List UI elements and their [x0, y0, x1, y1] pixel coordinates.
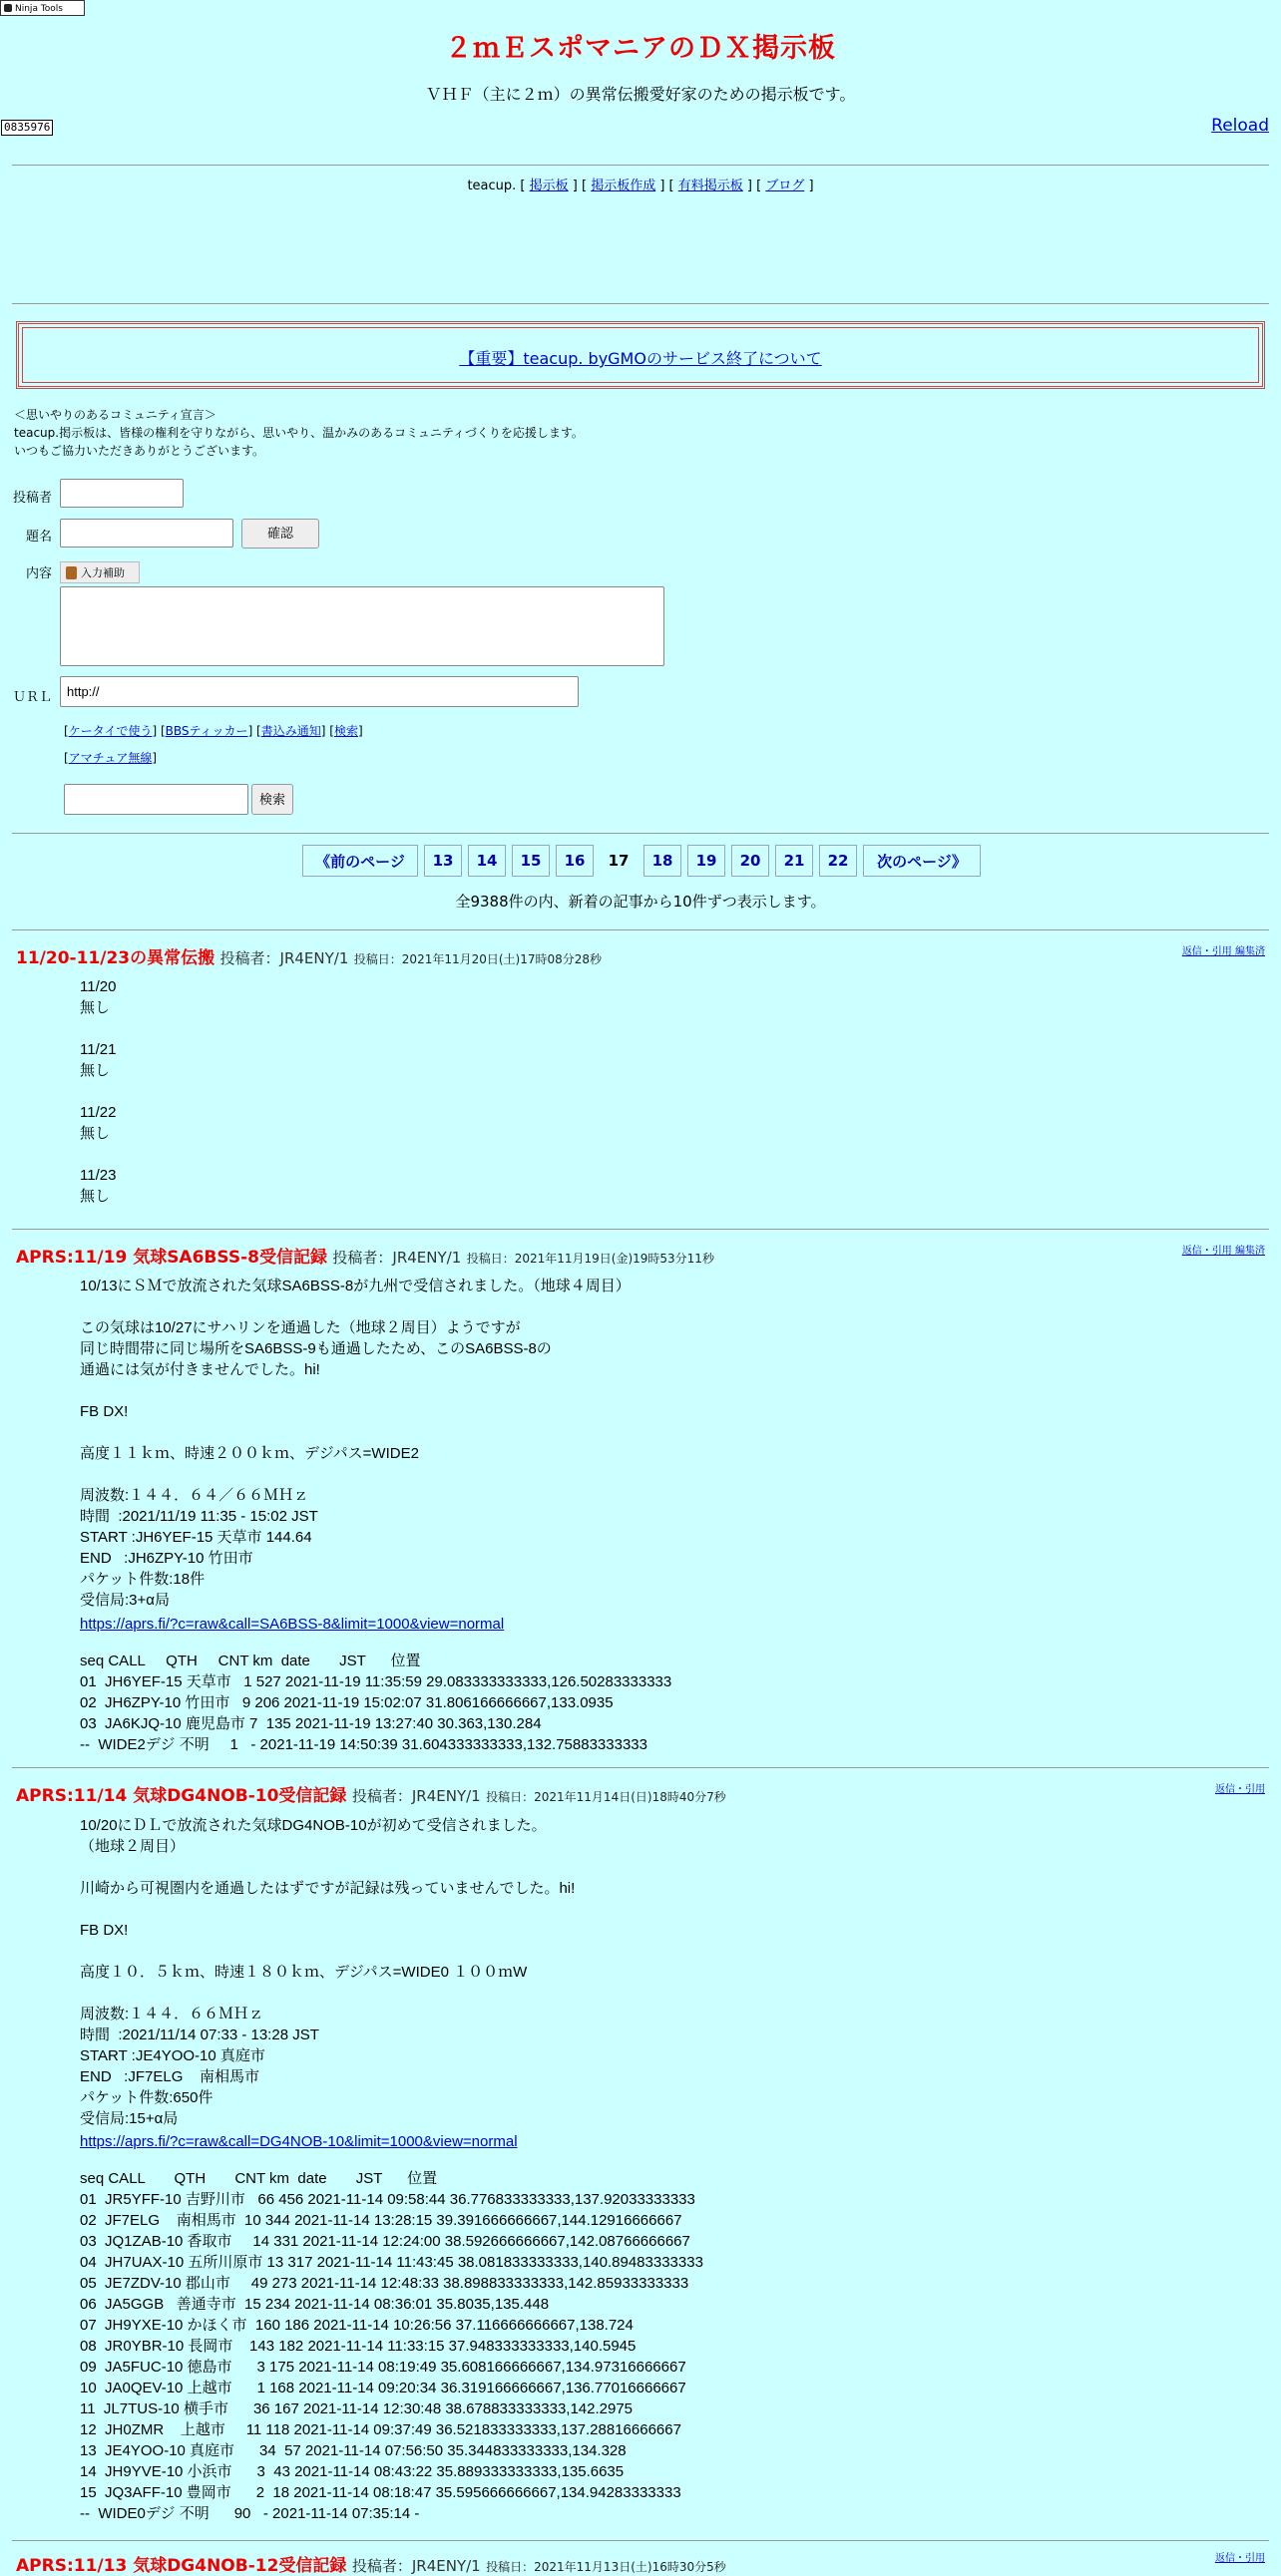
menu-link-paid-bbs[interactable]: 有料掲示板: [677, 179, 743, 193]
confirm-button[interactable]: 確認: [241, 519, 319, 549]
page-button[interactable]: 14: [468, 845, 506, 877]
post-date: 投稿日：2021年11月19日(金)19時53分11秒: [466, 1252, 714, 1266]
page-subtitle: ＶＨＦ（主に２ｍ）の異常伝搬愛好家のための掲示板です。: [425, 85, 856, 104]
author-label: 投稿者：: [351, 2557, 412, 2575]
author-label: 投稿者：: [219, 949, 280, 967]
category-ham-radio-link[interactable]: アマチュア無線: [68, 751, 153, 765]
divider: [12, 303, 1269, 304]
declaration-heading: ＜思いやりのあるコミュニティ宣言＞: [14, 408, 216, 422]
page-button[interactable]: 15: [512, 845, 550, 877]
post-tools: [1182, 942, 1265, 957]
divider: [12, 833, 1269, 834]
page-button[interactable]: 19: [687, 845, 725, 877]
post-notify-link[interactable]: 書込み通知: [260, 724, 321, 738]
post-date: 投稿日：2021年11月20日(土)17時08分28秒: [353, 952, 603, 966]
subject-label: 題名: [26, 530, 53, 545]
post-header: [16, 2551, 726, 2576]
post-title: APRS:11/19 気球SA6BSS-8受信記録: [16, 1248, 327, 1268]
ninja-tools-badge[interactable]: Ninja Tools: [0, 0, 85, 16]
url-label: ＵＲＬ: [13, 690, 53, 705]
divider: [12, 1767, 1269, 1768]
category-links: [アマチュア無線]: [64, 751, 158, 765]
post-body: 10/13にＳＭで放流された気球SA6BSS-8が九州で受信されました。（地球４周目） この気球は10/27にサハリンを通過した（地球２周目）ようですが 同じ時間帯に同じ場所をSA6BSS-9も通過したため、このSA6BSS-8の 通過には気が付きませんでした。hi! FB DX! 高度１１ｋｍ、時速２００ｋｍ、デジパス=WIDE2 周波数:１４４．６４／６６ＭＨｚ 時間 :2021/11/19 11:35 - 15:02 JST START :JH6YEF-15 天草市 144.64 END :JH6ZPY-10 竹田市 パケット件数:18件 受信局:3+α局: [80, 1278, 631, 1609]
menu-prefix: teacup.: [467, 179, 517, 193]
bbs-ticker-link[interactable]: BBSティッカー: [165, 724, 248, 738]
service-end-notice-link[interactable]: 【重要】teacup. byGMOのサービス終了について: [459, 349, 822, 368]
post-date: 投稿日：2021年11月13日(土)16時30分5秒: [486, 2560, 726, 2574]
divider: [12, 929, 1269, 930]
search-link[interactable]: 検索: [333, 724, 358, 738]
access-counter: 0835976: [1, 120, 53, 136]
divider: [12, 165, 1269, 166]
mobile-link[interactable]: ケータイで使う: [68, 724, 153, 738]
search-button[interactable]: 検索: [251, 784, 293, 815]
post-author: JR4ENY/1: [392, 1249, 462, 1267]
post-header: [16, 943, 602, 968]
page-button[interactable]: 18: [643, 845, 681, 877]
community-declaration: [14, 406, 584, 460]
post-header: [16, 1243, 714, 1268]
menu-link-create-bbs[interactable]: 掲示板作成: [591, 179, 656, 193]
post-body: 11/20 無し 11/21 無し 11/22 無し 11/23 無し: [80, 978, 117, 1205]
author-input[interactable]: [60, 479, 184, 508]
body-label: 内容: [26, 566, 53, 581]
next-page-button[interactable]: 次のページ》: [863, 845, 981, 877]
post-date: 投稿日：2021年11月14日(日)18時40分7秒: [486, 1790, 726, 1804]
author-label: 投稿者: [13, 491, 53, 506]
divider: [12, 1229, 1269, 1230]
post-author: JR4ENY/1: [279, 949, 349, 967]
input-assist-button[interactable]: 入力補助: [60, 561, 140, 583]
form-links: [ケータイで使う] [BBSティッカー] [書込み通知] [検索]: [64, 724, 363, 738]
post-tools: [1215, 1780, 1265, 1795]
reply-quote-link[interactable]: 返信・引用: [1215, 1784, 1265, 1795]
subject-input[interactable]: [60, 519, 233, 548]
search-input[interactable]: [64, 784, 248, 815]
post-header: [16, 1781, 726, 1806]
page-button[interactable]: 22: [819, 845, 857, 877]
reload-link[interactable]: Reload: [1211, 116, 1269, 136]
reply-quote-link[interactable]: 返信・引用: [1215, 2553, 1265, 2564]
total-count: 全9388件の内、新着の記事から10件ずつ表示します。: [455, 893, 826, 911]
aprs-link[interactable]: https://aprs.fi/?c=raw&call=SA6BSS-8&limit=1000&view=normal: [80, 1616, 505, 1633]
post-title: APRS:11/13 気球DG4NOB-12受信記録: [16, 2556, 347, 2576]
body-textarea[interactable]: [60, 586, 664, 666]
menu-link-bbs[interactable]: 掲示板: [529, 179, 569, 193]
post-title: APRS:11/14 気球DG4NOB-10受信記録: [16, 1786, 347, 1806]
author-label: 投稿者：: [351, 1787, 412, 1805]
page-title: ２ｍＥスポマニアのＤＸ掲示板: [445, 33, 836, 64]
reply-quote-link[interactable]: 返信・引用 編集済: [1181, 1246, 1265, 1257]
divider: [12, 2540, 1269, 2541]
reception-table: seq CALL QTH CNT km date JST 位置 01 JH6YEF-15 天草市 1 527 2021-11-19 11:35:59 29.083333333333,126.50283333333 02 JH6ZPY-10 竹田市 9 206 2021-11-19 15:02:07 31.806166666667,133.0935 03 JA6KJQ-10 鹿児島市 7 135 2021-11-19 13:27:40 30.363,130.284 -- WIDE2デジ 不明 1 - 2021-11-19 14:50:39 31.604333333333,132.75883333333: [80, 1653, 672, 1753]
post-body: 10/20にＤＬで放流された気球DG4NOB-10が初めて受信されました。 （地球２周目） 川崎から可視圏内を通過したはずですが記録は残っていませんでした。hi! FB DX! 高度１０．５ｋｍ、時速１８０ｋｍ、デジパス=WIDE0 １００ｍW 周波数:１４４．６６ＭＨｚ 時間 :2021/11/14 07:33 - 13:28 JST START :JE4YOO-10 真庭市 END :JF7ELG 南相馬市 パケット件数:650件 受信局:15+α局: [80, 1817, 576, 2127]
page-button[interactable]: 16: [556, 845, 594, 877]
post-author: JR4ENY/1: [411, 2557, 481, 2575]
url-input[interactable]: http://: [60, 676, 579, 707]
page-button[interactable]: 21: [775, 845, 813, 877]
post-author: JR4ENY/1: [411, 1787, 481, 1805]
post-title: 11/20-11/23の異常伝搬: [16, 948, 215, 968]
page-button[interactable]: 13: [424, 845, 462, 877]
post-tools: [1182, 1242, 1265, 1257]
menu-link-blog[interactable]: ブログ: [765, 179, 805, 193]
reception-table: seq CALL QTH CNT km date JST 位置 01 JR5YFF-10 吉野川市 66 456 2021-11-14 09:58:44 36.776833333333,137.92033333333 02 JF7ELG 南相馬市 10 344 2021-11-14 13:28:15 39.391666666667,144.12916666667 03 JQ1ZAB-10 香取市 14 331 2021-11-14 12:24:00 38.592666666667,142.08766666667 04 JH7UAX-10 五所川原市 13 317 2021-11-14 11:43:45 38.081833333333,140.89483333333 05 JE7ZDV-10 郡山市 49 273 2021-11-14 12:48:33 38.898833333333,142.85933333333 06 JA5GGB 善通寺市 15 234 2021-11-14 08:36:01 35.8035,135.448 07 JH9YXE-10 かほく市 160 186 2021-11-14 10:26:56 37.116666666667,138.724 08 JR0YBR-10 長岡市 143 182 2021-11-14 11:33:15 37.948333333333,140.5945 09 JA5FUC-10 徳島市 3 175 2021-11-14 08:19:49 35.608166666667,134.97316666667 10 JA0QEV-10 上越市 1 168 2021-11-14 09:20:34 36.319166666667,136.77016666667 11 JL7TUS-10 横手市 36 167 2021-11-14 12:30:48 38.678833333333,142.2975 12 JH0ZMR 上越市 11 118 2021-11-14 09:37:49 36.521833333333,137.28816666667 13 JE4YOO-10 真庭市 34 57 2021-11-14 07:56:50 35.344833333333,134.328 14 JH9YVE-10 小浜市 3 43 2021-11-14 08:43:22 35.889333333333,135.6635 15 JQ3AFF-10 豊岡市 2 18 2021-11-14 08:18:47 35.595666666667,134.94283333333 -- WIDE0デジ 不明 90 - 2021-11-14 07:35:14 -: [80, 2170, 703, 2522]
service-menu: teacup. [ 掲示板 ] [ 掲示板作成 ] [ 有料掲示板 ] [ ブログ ]: [467, 179, 814, 193]
reply-quote-link[interactable]: 返信・引用 編集済: [1181, 946, 1265, 957]
page-button[interactable]: 20: [731, 845, 769, 877]
notice-box: [16, 321, 1265, 389]
current-page: 17: [600, 845, 638, 877]
aprs-link[interactable]: https://aprs.fi/?c=raw&call=DG4NOB-10&limit=1000&view=normal: [80, 2133, 518, 2150]
post-tools: [1215, 2549, 1265, 2564]
declaration-thanks: いつもご協力いただきありがとうございます。: [14, 444, 265, 458]
author-label: 投稿者：: [332, 1249, 393, 1267]
pagination: [302, 845, 981, 877]
declaration-text: teacup.掲示板は、皆様の権利を守りながら、思いやり、温かみのあるコミュニティづくりを応援します。: [14, 426, 584, 440]
prev-page-button[interactable]: 《前のページ: [302, 845, 418, 877]
